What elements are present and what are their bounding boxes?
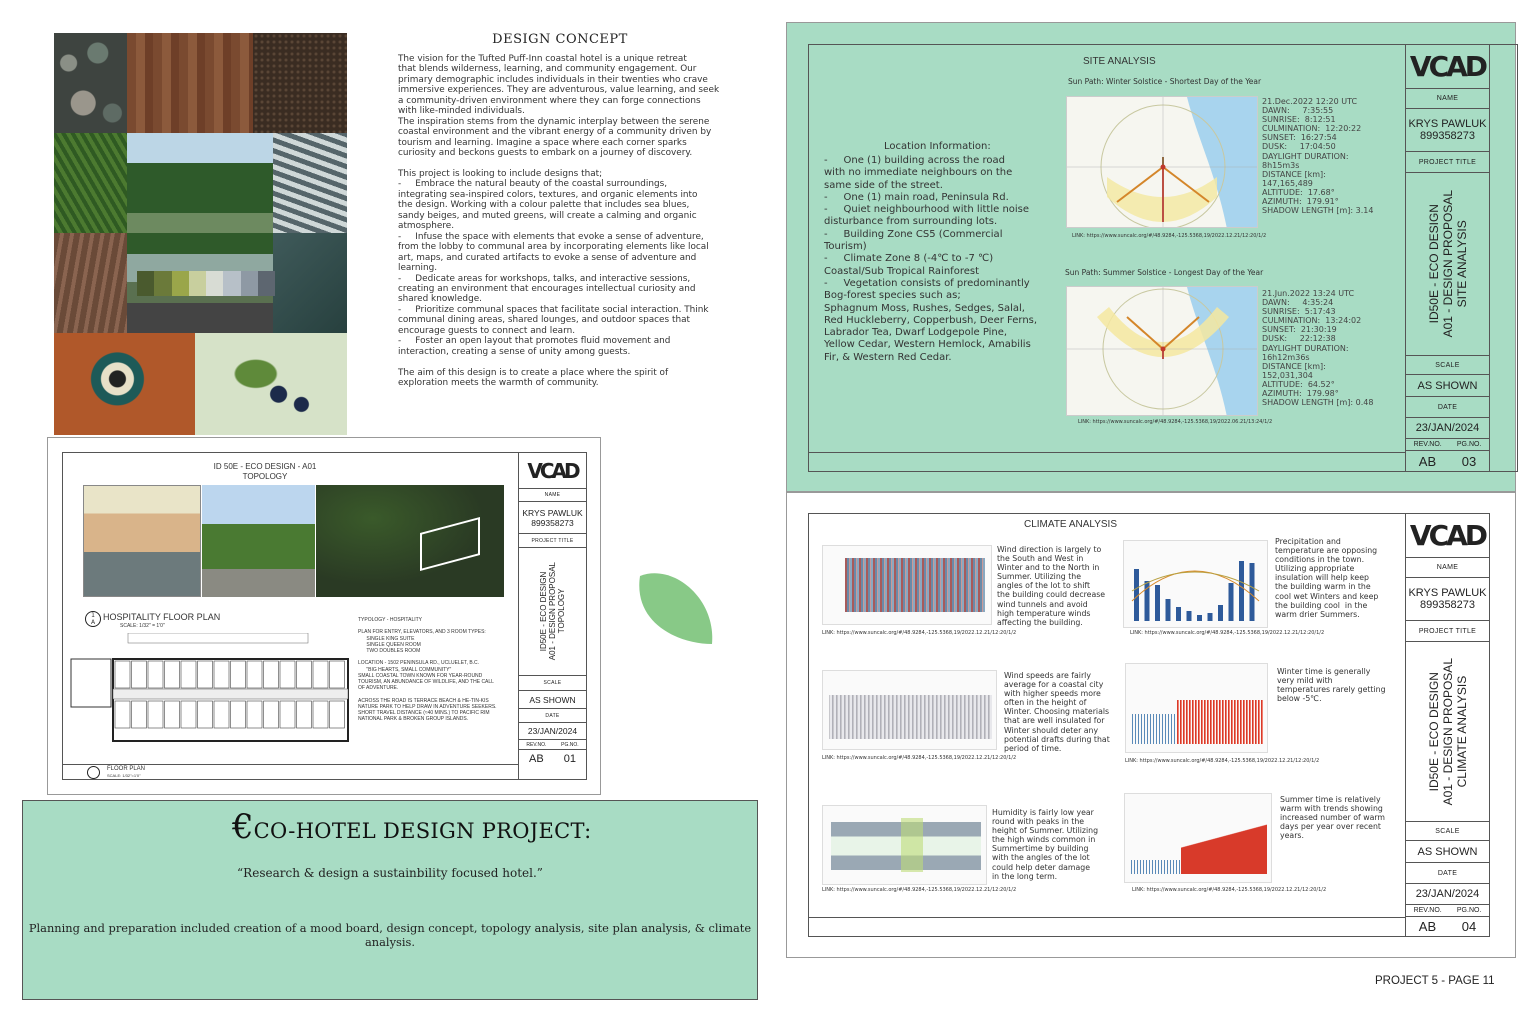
mood-huckleberry-image <box>195 333 347 435</box>
pg-value: 04 <box>1461 919 1477 934</box>
mood-stone-image <box>273 233 347 333</box>
humidity-url: LINK: https://www.suncalc.org/#/48.9284,-125.5368,19/2022.12.21/12:20/1/2 <box>822 887 1017 893</box>
winter-temp-text: Winter time is generally very mild with temperatures rarely getting below -5℃. <box>1277 667 1386 704</box>
student-id: 899358273 <box>531 517 574 528</box>
scale-value: AS SHOWN <box>519 691 586 709</box>
floor-plan-room <box>330 701 345 728</box>
design-concept-body: The vision for the Tufted Puff-Inn coastal hotel is a unique retreat that blends wilderness, learning, and community engagement. Our primary demographic includes individuals in their twenties who crave immersive experiences. They are adventurous, value learning, and seek a community-driven environment where they can forge connections with like-minded individuals. The inspiration stems from the dynamic interplay between the serene coastal environment and the vibrant energy of a community driven by tourism and learning. Imagine a space where each corner sparks curiosity and beckons guests to embark on a journey of discovery. This project is looking to include designs that; - Embrace the natural beauty of the coastal surroundings, integrating sea-inspired colors, textures, and organic elements into the design. Working with a colour palette that includes sea blues, sandy beiges, and muted greens, will create a calming and organic atmosphere. - Infuse the space with elements that evoke a sense of adventure, from the lobby to communal area by incorporating elements like local art, maps, and curated artifacts to evoke a sense of adventure and learning. - Dedicate areas for workshops, talks, and interactive sessions, creating an environment that encourages intellectual curiosity and shared knowledge. - Prioritize communal spaces that facilitate social interaction. Think communal dining areas, shared lounges, and outdoor spaces that encourage guests to connect and learn. - Foster an open layout that promotes fluid movement and interaction, creating a sense of unity among guests. The aim of this design is to create a place where the spirit of exploration meets the warmth of community. <box>398 54 720 389</box>
floor-plan-room <box>115 661 130 688</box>
precip-bar <box>1197 615 1202 621</box>
rev-pg-labels <box>1406 439 1489 451</box>
pg-label: PG.NO. <box>1456 441 1482 448</box>
designer-name: KRYS PAWLUK <box>1408 587 1487 599</box>
wind-direction-fill <box>845 558 985 612</box>
mood-ferns-image <box>54 133 127 233</box>
location-title: Location Information: <box>884 141 991 152</box>
precip-bar <box>1166 599 1171 621</box>
floor-plan-room <box>280 701 295 728</box>
winter-sun-data: 21.Dec.2022 12:20 UTC DAWN: 7:35:55 SUNRISE: 8:12:51 CULMINATION: 12:20:22 SUNSET: 16:27:54 DUSK: 17:04:50 DAYLIGHT DURATION: 8h15m3s DISTANCE [km]: 147,165,489 ALTITUDE: 17.68° AZIMUTH: 179.91° SHADOW LENGTH [m]: 3.14 <box>1262 97 1374 216</box>
summer-url: LINK: https://www.suncalc.org/#/48.9284,-125.5368,19/2022.06.21/13:24/1/2 <box>1078 419 1273 425</box>
floor-plan-room <box>247 701 262 728</box>
winter-temp-chart <box>1125 663 1268 753</box>
climate-title-block <box>1405 513 1490 937</box>
topology-title-line1: ID 50E - ECO DESIGN - A01 <box>213 462 317 471</box>
student-id: 899358273 <box>1419 130 1476 142</box>
precip-bar <box>1155 585 1160 621</box>
project-title-block <box>1406 642 1489 822</box>
date-label: DATE <box>519 709 586 723</box>
vcad-logo-text: VCAD <box>1409 50 1486 83</box>
climate-frame-bottom <box>808 917 1405 937</box>
floor-plan-room <box>330 661 345 688</box>
wind-direction-text: Wind direction is largely to the South and West in Winter and to the North in Summer. Utilizing the angles of the lot to shift the building could decrease wind tunnels and avoid high temperature winds affecting the building. <box>997 545 1106 627</box>
topology-map-image <box>83 485 201 597</box>
color-palette <box>137 271 275 296</box>
palette-swatch <box>154 271 171 296</box>
topology-aerial-image <box>316 485 504 597</box>
bottom-marker <box>87 766 100 779</box>
site-frame-bottom <box>808 452 1405 472</box>
palette-swatch <box>241 271 258 296</box>
floor-plan-room <box>165 701 180 728</box>
precipitation-text: Precipitation and temperature are opposing conditions in the town. Utilizing appropriate insulation will help keep the building warm in the cool wet Winters and keep the building cool in the warm drier Summers. <box>1275 537 1379 619</box>
floor-plan-marker <box>85 611 101 627</box>
floor-plan-bottom <box>63 764 518 780</box>
marker-num: 1 <box>91 612 95 619</box>
palette-swatch <box>172 271 189 296</box>
mood-pebbles-image <box>54 33 127 133</box>
vcad-logo-text: VCAD <box>527 458 578 483</box>
climate-title: CLIMATE ANALYSIS <box>1024 519 1117 530</box>
summer-temp-blue <box>1131 860 1181 874</box>
banner-title-row <box>232 807 592 847</box>
precip-bar <box>1187 611 1192 621</box>
floor-plan-room <box>313 661 328 688</box>
floor-plan-room <box>214 701 229 728</box>
palette-swatch <box>206 271 223 296</box>
mood-bark-image <box>54 233 127 333</box>
precip-bar <box>1239 561 1244 621</box>
floor-plan-room <box>115 701 130 728</box>
project-title-label: PROJECT TITLE <box>1406 621 1489 642</box>
pg-label: PG.NO. <box>561 741 579 748</box>
precipitation-url: LINK: https://www.suncalc.org/#/48.9284,-125.5368,19/2022.12.21/12:20/1/2 <box>1130 630 1325 636</box>
location-body: - One (1) building across the road with no immediate neighbours on the same side of the street. - One (1) main road, Peninsula Rd. - Quiet neighbourhood with little noise disturbance from surrounding lots. - Building Zone CS5 (Commercial Tourism) - Climate Zone 8 (-4℃ to -7 ℃) Coastal/Sub Tropical Rainforest - Vegetation consists of predominantly Bog-forest species such as; Sphagnum Moss, Rushes, Sedges, Salal, Red Huckleberry, Copperbush, Deer Ferns, Labrador Tea, Dwarf Lodgepole Pine, Yellow Cedar, Western Hemlock, Amabilis Fir, & Western Red Cedar. <box>824 155 1038 363</box>
vcad-logo <box>1406 514 1489 558</box>
topology-title-line2: TOPOLOGY <box>242 472 288 481</box>
rev-pg-labels <box>519 740 586 750</box>
date-value: 23/JAN/2024 <box>1406 884 1489 905</box>
rev-pg-values <box>519 750 586 767</box>
marker-letter: A <box>90 619 96 626</box>
palette-swatch <box>189 271 206 296</box>
precipitation-chart <box>1123 540 1268 628</box>
summer-temp-url: LINK: https://www.suncalc.org/#/48.9284,-125.5368,19/2022.12.21/12:20/1/2 <box>1132 887 1327 893</box>
designer-name: KRYS PAWLUK <box>522 507 583 518</box>
precip-bar <box>1176 607 1181 621</box>
floor-plan-room <box>181 661 196 688</box>
floor-plan-room <box>231 701 246 728</box>
floor-plan-room <box>148 661 163 688</box>
mood-forest-image <box>127 133 273 233</box>
rev-label: REV.NO. <box>1413 441 1442 448</box>
banner-quote: “Research & design a sustainbility focused hotel.” <box>237 866 543 880</box>
rev-value: AB <box>529 752 544 765</box>
palette-swatch <box>137 271 154 296</box>
project-title-block <box>1406 173 1489 356</box>
project-title-block <box>519 548 586 676</box>
floor-plan-room <box>264 701 279 728</box>
floor-plan-room <box>214 661 229 688</box>
precip-bar <box>1208 613 1213 621</box>
summer-sunpath-svg <box>1067 287 1258 416</box>
floor-plan-room <box>132 661 147 688</box>
euro-e-icon: € <box>232 807 254 847</box>
scale-label: SCALE <box>519 676 586 691</box>
project-title: ID50E - ECO DESIGN A01 - DESIGN PROPOSAL TOPOLOGY <box>539 562 566 661</box>
name-label: NAME <box>1406 89 1489 109</box>
summer-sun-data: 21.Jun.2022 13:24 UTC DAWN: 4:35:24 SUNRISE: 5:17:43 CULMINATION: 13:24:02 SUNSET: 21:30:19 DUSK: 22:12:38 DAYLIGHT DURATION: 16h12m36s DISTANCE [km]: 152,031,304 ALTITUDE: 64.52° AZIMUTH: 179.98° SHADOW LENGTH [m]: 0.48 <box>1262 289 1374 408</box>
floor-plan-room <box>165 661 180 688</box>
name-block <box>1406 578 1489 621</box>
floor-plan-room <box>148 701 163 728</box>
rev-pg-values <box>1406 917 1489 936</box>
floor-plan-room <box>198 661 213 688</box>
summer-temp-chart <box>1124 793 1272 883</box>
wind-speed-url: LINK: https://www.suncalc.org/#/48.9284,-125.5368,19/2022.12.21/12:20/1/2 <box>822 755 1017 761</box>
wind-speed-text: Wind speeds are fairly average for a coastal city with higher speeds more often in the height of Winter. Choosing materials that are well insulated for Winter should deter any potential drafts during that period of time. <box>1004 671 1110 753</box>
floor-plan-svg <box>68 633 353 761</box>
wind-direction-url: LINK: https://www.suncalc.org/#/48.9284,-125.5368,19/2022.12.21/12:20/1/2 <box>822 630 1017 636</box>
rev-pg-labels <box>1406 905 1489 917</box>
rev-label: REV.NO. <box>1413 907 1442 914</box>
rev-value: AB <box>1418 453 1437 469</box>
winter-url: LINK: https://www.suncalc.org/#/48.9284,-125.5368,19/2022.12.21/12:20/1/2 <box>1072 233 1267 239</box>
precip-bar <box>1229 583 1234 621</box>
vcad-logo-text: VCAD <box>1409 519 1486 552</box>
date-value: 23/JAN/2024 <box>519 723 586 740</box>
summer-sunpath-image <box>1066 286 1258 416</box>
site-title-block <box>1405 44 1490 472</box>
vcad-logo <box>519 453 586 489</box>
rev-value: AB <box>1418 919 1437 934</box>
design-concept-title: DESIGN CONCEPT <box>492 32 628 47</box>
winter-temp-red <box>1177 700 1263 744</box>
name-block <box>1406 109 1489 152</box>
scale-value: AS SHOWN <box>1406 841 1489 863</box>
humidity-text: Humidity is fairly low year round with peaks in the height of Summer. Utilizing the high winds common in Summertime by building with the angles of the lot could help deter damage in the long term. <box>992 808 1099 881</box>
mood-soil-image <box>253 33 347 133</box>
floor-plan-room <box>280 661 295 688</box>
rev-label: REV.NO. <box>526 741 547 748</box>
page-footer: PROJECT 5 - PAGE 11 <box>1375 975 1495 987</box>
pg-label: PG.NO. <box>1456 907 1482 914</box>
wind-speed-chart <box>822 670 997 750</box>
project-title-label: PROJECT TITLE <box>519 534 586 548</box>
precip-bar <box>1250 563 1255 621</box>
scale-label: SCALE <box>1406 356 1489 375</box>
floor-plan-room <box>297 701 312 728</box>
floor-plan-room <box>132 701 147 728</box>
name-label: NAME <box>519 489 586 502</box>
banner-title: CO-HOTEL DESIGN PROJECT: <box>253 819 592 843</box>
leaf-icon <box>628 568 718 648</box>
floor-plan-title: HOSPITALITY FLOOR PLAN <box>103 612 221 622</box>
rev-pg-values <box>1406 451 1489 471</box>
site-title: SITE ANALYSIS <box>1083 56 1156 67</box>
banner-description: Planning and preparation included creation of a mood board, design concept, topology analysis, site plan analysis, & climate analysis. <box>28 921 752 949</box>
summer-temp-red <box>1181 814 1267 874</box>
vcad-logo <box>1406 45 1489 89</box>
floor-plan-scale: SCALE: 1/32" = 1'0" <box>120 623 165 629</box>
topology-street-image <box>202 485 315 597</box>
summer-temp-text: Summer time is relatively warm with trends showing increased number of warm days per year over recent years. <box>1280 795 1386 841</box>
floor-plan-room <box>181 701 196 728</box>
floor-plan-room <box>297 661 312 688</box>
palette-swatch <box>223 271 240 296</box>
precip-bar <box>1218 605 1223 621</box>
summer-caption: Sun Path: Summer Solstice - Longest Day of the Year <box>1065 268 1264 277</box>
pg-value: 01 <box>563 752 576 765</box>
pg-value: 03 <box>1461 453 1477 469</box>
name-label: NAME <box>1406 558 1489 578</box>
humidity-peak <box>901 818 923 872</box>
floor-plan-room <box>231 661 246 688</box>
bottom-scale: SCALE: 1/32"=1'0" <box>107 773 141 778</box>
humidity-chart <box>822 805 987 885</box>
topology-notes: TYPOLOGY - HOSPITALITY PLAN FOR ENTRY, ELEVATORS, AND 3 ROOM TYPES: SINGLE KING SUITE SINGLE QUEEN ROOM TWO DOUBLES ROOM LOCATION - 1502 PENINSULA RD., UCLUELET, B.C. "BIG HEARTS, SMALL COMMUNITY" SMALL COASTAL TOWN KNOWN FOR YEAR-ROUND TOURISM, AN ABUNDANCE OF WILDLIFE, AND THE CALL OF ADVENTURE. ACROSS THE ROAD IS TERRACE BEACH & HE-TIN-KIS NATURE PARK TO HELP DRAW IN ADVENTURE SEEKERS. SHORT TRAVEL DISTANCE (≈40 MINS.) TO PACIFIC RIM NATIONAL PARK & BROKEN GROUP ISLANDS. <box>358 617 497 723</box>
winter-temp-url: LINK: https://www.suncalc.org/#/48.9284,-125.5368,19/2022.12.21/12:20/1/2 <box>1125 758 1320 764</box>
designer-name: KRYS PAWLUK <box>1408 118 1487 130</box>
floor-plan-drawing <box>68 633 353 761</box>
mood-wood-image <box>127 33 253 133</box>
palette-swatch <box>258 271 275 296</box>
wind-direction-chart <box>822 545 992 625</box>
name-block <box>519 502 586 534</box>
floor-plan-room <box>264 661 279 688</box>
winter-sunpath-svg <box>1067 97 1258 228</box>
topology-title <box>170 462 360 482</box>
project-title: ID50E - ECO DESIGN A01 - DESIGN PROPOSAL SITE ANALYSIS <box>1426 190 1469 338</box>
floor-plan-room <box>198 701 213 728</box>
precipitation-svg <box>1124 541 1269 629</box>
floor-plan-room <box>247 661 262 688</box>
bottom-title: FLOOR PLAN <box>107 766 146 772</box>
scale-value: AS SHOWN <box>1406 375 1489 397</box>
date-label: DATE <box>1406 397 1489 418</box>
mood-totem-image <box>54 333 195 435</box>
floor-plan-room <box>313 701 328 728</box>
winter-temp-blue <box>1132 714 1177 744</box>
winter-caption: Sun Path: Winter Solstice - Shortest Day of the Year <box>1068 77 1262 86</box>
date-value: 23/JAN/2024 <box>1406 418 1489 439</box>
wind-speed-fill <box>829 695 992 739</box>
mood-water-image <box>273 133 347 233</box>
student-id: 899358273 <box>1419 599 1476 611</box>
mood-board <box>54 33 347 435</box>
scale-label: SCALE <box>1406 822 1489 841</box>
topology-title-block <box>518 452 587 780</box>
project-title: ID50E - ECO DESIGN A01 - DESIGN PROPOSAL CLIMATE ANALYSIS <box>1426 657 1469 806</box>
winter-sunpath-image <box>1066 96 1258 228</box>
site-outline <box>420 517 480 571</box>
date-label: DATE <box>1406 863 1489 884</box>
project-title-label: PROJECT TITLE <box>1406 152 1489 173</box>
